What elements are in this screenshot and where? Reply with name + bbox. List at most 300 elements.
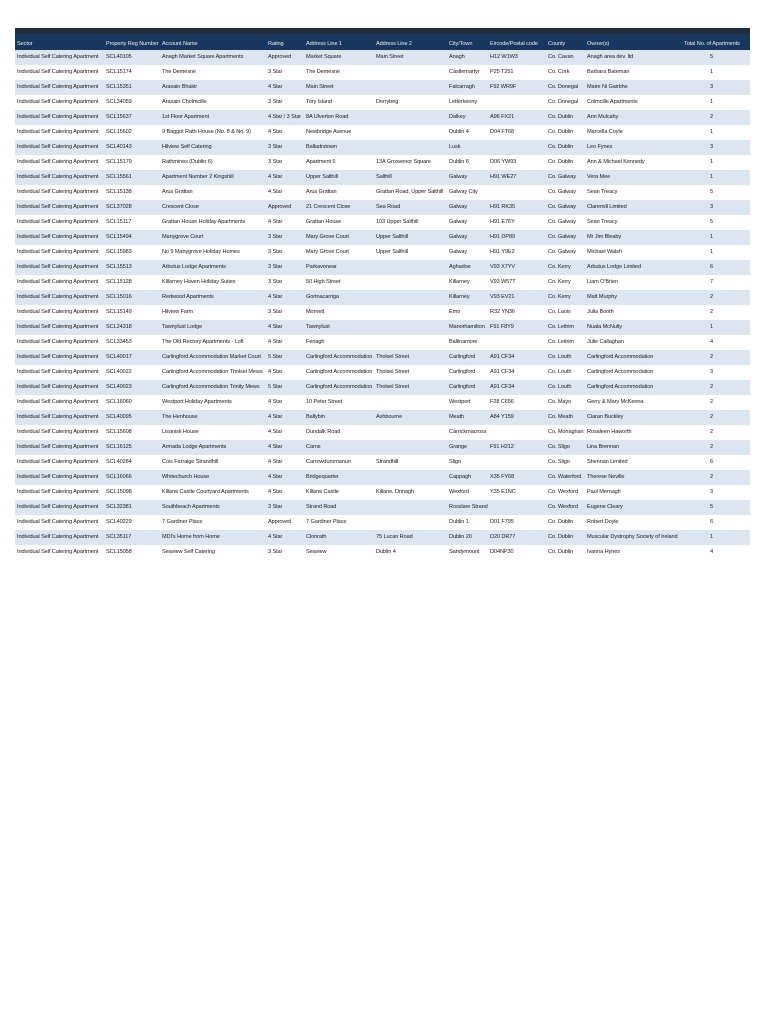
cell-sector: Individual Self Catering Apartment xyxy=(17,399,99,405)
cell-county: Co. Mayo xyxy=(548,399,572,405)
cell-rating: 4 Star xyxy=(268,414,283,420)
cell-address-line-1: Carns xyxy=(306,444,321,450)
cell-rating: 4 Star xyxy=(268,174,283,180)
table-row xyxy=(15,395,750,410)
cell-owners: Sean Treacy xyxy=(587,219,618,225)
table-row xyxy=(15,155,750,170)
cell-property-reg-number: SCL16125 xyxy=(106,444,132,450)
cell-address-line-2 xyxy=(374,65,447,80)
table-row xyxy=(15,365,750,380)
column-header-total-apartments: Total No. of Apartments xyxy=(684,41,740,47)
cell-eircode: P25 T251 xyxy=(490,69,514,75)
cell-address-line-1: Main Street xyxy=(306,84,334,90)
cell-total-apartments: 1 xyxy=(709,534,713,540)
cell-city-town: Dalkey xyxy=(449,114,466,120)
column-header-account-name: Account Name xyxy=(162,41,198,47)
cell-account-name: Arasain Cholmcille xyxy=(162,99,207,105)
table-row xyxy=(15,125,750,140)
cell-city-town: Galway xyxy=(449,174,468,180)
cell-total-apartments: 1 xyxy=(709,324,713,330)
cell-address-line-1: Dundalk Road xyxy=(306,429,341,435)
cell-owners: Claremill Limited xyxy=(587,204,627,210)
table-row xyxy=(15,470,750,485)
cell-account-name: Carlingford Accommodation Market Court xyxy=(162,354,261,360)
cell-sector: Individual Self Catering Apartment xyxy=(17,204,99,210)
cell-address-line-1: The Demesne xyxy=(306,69,341,75)
cell-county: Co. Galway xyxy=(548,219,576,225)
cell-owners: Therese Neville xyxy=(587,474,625,480)
cell-address-line-1: Mary Grove Court xyxy=(306,249,349,255)
cell-sector: Individual Self Catering Apartment xyxy=(17,174,99,180)
cell-city-town: Emo xyxy=(449,309,461,315)
cell-total-apartments: 1 xyxy=(709,159,713,165)
cell-address-line-1: Mornett xyxy=(306,309,325,315)
cell-owners: Ann Mulcahy xyxy=(587,114,619,120)
cell-account-name: Crescent Close xyxy=(162,204,199,210)
cell-city-town: Carlingford xyxy=(449,369,476,375)
cell-address-line-1: 7 Gardiner Place xyxy=(306,519,347,525)
table-row xyxy=(15,260,750,275)
table-row xyxy=(15,290,750,305)
cell-eircode: F91 H212 xyxy=(490,444,514,450)
cell-property-reg-number: SCL32381 xyxy=(106,504,132,510)
cell-address-line-2: Sea Road xyxy=(376,204,401,210)
cell-city-town: Galway xyxy=(449,219,468,225)
cell-eircode xyxy=(488,95,546,110)
cell-eircode: D20 DR77 xyxy=(490,534,516,540)
cell-account-name: No 9 Manygrove Holiday Homes xyxy=(162,249,240,255)
cell-city-town: Meath xyxy=(449,414,465,420)
cell-address-line-2: Upper Salthill xyxy=(376,234,408,240)
cell-sector: Individual Self Catering Apartment xyxy=(17,159,99,165)
table-row xyxy=(15,200,750,215)
cell-address-line-2 xyxy=(374,470,447,485)
cell-property-reg-number: SCL40095 xyxy=(106,414,132,420)
cell-owners: Marcella Coyle xyxy=(587,129,623,135)
cell-city-town: Dublin 4 xyxy=(449,129,469,135)
table-row xyxy=(15,440,750,455)
cell-address-line-2: 13A Grosvenor Square xyxy=(376,159,431,165)
cell-owners: Matt Murphy xyxy=(587,294,617,300)
cell-property-reg-number: SCL15138 xyxy=(106,189,132,195)
cell-eircode: A91 CF34 xyxy=(490,354,515,360)
cell-county: Co. Galway xyxy=(548,189,576,195)
cell-address-line-2 xyxy=(374,500,447,515)
cell-property-reg-number: SCL33453 xyxy=(106,339,132,345)
cell-county: Co. Leitrim xyxy=(548,339,574,345)
cell-total-apartments: 6 xyxy=(709,459,713,465)
cell-rating: 4 Star xyxy=(268,129,283,135)
column-header-property-reg-number: Property Reg Number xyxy=(106,41,159,47)
cell-account-name: The Old Rectory Apartments - Loft xyxy=(162,339,244,345)
cell-owners: Carlingford Accommodation xyxy=(587,384,654,390)
cell-total-apartments: 2 xyxy=(709,429,713,435)
cell-county: Co. Sligo xyxy=(548,444,570,450)
cell-sector: Individual Self Catering Apartment xyxy=(17,429,99,435)
table-row xyxy=(15,425,750,440)
cell-sector: Individual Self Catering Apartment xyxy=(17,369,99,375)
cell-sector: Individual Self Catering Apartment xyxy=(17,384,99,390)
cell-city-town: Galway xyxy=(449,249,468,255)
column-header-address-line-1: Address Line 1 xyxy=(306,41,342,47)
table-row xyxy=(15,110,750,125)
cell-owners: Gerry & Mary McKenna xyxy=(587,399,644,405)
cell-address-line-1: 50 High Street xyxy=(306,279,341,285)
cell-address-line-1: Grattan House xyxy=(306,219,342,225)
cell-total-apartments: 4 xyxy=(709,339,713,345)
cell-account-name: Rathmines (Dublin 6) xyxy=(162,159,213,165)
cell-sector: Individual Self Catering Apartment xyxy=(17,219,99,225)
cell-eircode: H91 E76Y xyxy=(490,219,515,225)
cell-eircode: H12 W1W3 xyxy=(490,54,518,60)
cell-owners: Muscular Dystrophy Society of Ireland xyxy=(587,534,678,540)
cell-eircode: H91 DP89 xyxy=(490,234,516,240)
cell-address-line-1: 10 Peter Street xyxy=(306,399,343,405)
cell-address-line-2: Salthill xyxy=(376,174,392,180)
cell-address-line-2 xyxy=(374,290,447,305)
cell-address-line-1: Mary Grove Court xyxy=(306,234,349,240)
cell-owners: Eugene Cleary xyxy=(587,504,623,510)
cell-county: Co. Kerry xyxy=(548,294,571,300)
cell-account-name: Killarney Haven Holiday Suites xyxy=(162,279,236,285)
cell-address-line-1: Strand Road xyxy=(306,504,337,510)
cell-sector: Individual Self Catering Apartment xyxy=(17,444,99,450)
cell-city-town: Aghadoe xyxy=(449,264,471,270)
cell-total-apartments: 1 xyxy=(709,234,713,240)
cell-sector: Individual Self Catering Apartment xyxy=(17,309,99,315)
cell-eircode: H91 WE27 xyxy=(490,174,517,180)
cell-account-name: The Henhouse xyxy=(162,414,198,420)
cell-eircode: X35 FY68 xyxy=(490,474,515,480)
cell-owners: Mr Jim Bleaby xyxy=(587,234,622,240)
cell-owners: Liam O'Brien xyxy=(587,279,618,285)
cell-address-line-2 xyxy=(374,395,447,410)
cell-address-line-2 xyxy=(374,425,447,440)
cell-address-line-1: 21 Crescent Close xyxy=(306,204,351,210)
cell-eircode xyxy=(488,185,546,200)
cell-address-line-2 xyxy=(374,320,447,335)
cell-address-line-1: Tawnylust xyxy=(306,324,330,330)
cell-sector: Individual Self Catering Apartment xyxy=(17,189,99,195)
cell-address-line-1: Carlingford Accommodation xyxy=(306,384,373,390)
cell-total-apartments: 2 xyxy=(709,444,713,450)
cell-total-apartments: 5 xyxy=(709,189,713,195)
cell-total-apartments: 5 xyxy=(709,504,713,510)
cell-account-name: Apartment Number 2 Kingshill xyxy=(162,174,234,180)
cell-county: Co. Dublin xyxy=(548,519,574,525)
cell-address-line-1: Arus Grattan xyxy=(306,189,337,195)
cell-total-apartments: 2 xyxy=(709,399,713,405)
cell-property-reg-number: SCL15561 xyxy=(106,174,132,180)
cell-sector: Individual Self Catering Apartment xyxy=(17,519,99,525)
cell-address-line-2 xyxy=(374,515,447,530)
cell-account-name: MDI's Home from Home xyxy=(162,534,220,540)
table-row xyxy=(15,335,750,350)
cell-total-apartments: 2 xyxy=(709,414,713,420)
cell-property-reg-number: SCL15016 xyxy=(106,294,132,300)
cell-total-apartments: 1 xyxy=(709,129,713,135)
cell-city-town: Wexford xyxy=(449,489,470,495)
cell-eircode: F91 F8Y9 xyxy=(490,324,514,330)
cell-owners: Robert Doyle xyxy=(587,519,619,525)
cell-total-apartments: 4 xyxy=(709,549,713,555)
cell-account-name: Arus Grattan xyxy=(162,189,193,195)
cell-address-line-1: Clonrath xyxy=(306,534,327,540)
cell-address-line-1: Bridgequarter xyxy=(306,474,339,480)
apartments-table xyxy=(15,34,750,560)
cell-city-town: Galway xyxy=(449,204,468,210)
cell-account-name: Tawnylust Lodge xyxy=(162,324,203,330)
cell-county: Co. Dublin xyxy=(548,129,574,135)
cell-address-line-2: Ashbourne xyxy=(376,414,403,420)
cell-rating: 4 Star xyxy=(268,489,283,495)
cell-county: Co. Kerry xyxy=(548,279,571,285)
cell-owners: Rosaleen Haworth xyxy=(587,429,632,435)
cell-owners: Maire Ni Gairbhe xyxy=(587,84,628,90)
cell-address-line-2 xyxy=(374,260,447,275)
cell-sector: Individual Self Catering Apartment xyxy=(17,339,99,345)
cell-county: Co. Louth xyxy=(548,369,572,375)
cell-total-apartments: 2 xyxy=(709,114,713,120)
cell-property-reg-number: SCL15098 xyxy=(106,489,132,495)
cell-address-line-1: Tory Island xyxy=(306,99,332,105)
cell-address-line-2: Killane, Drinagh xyxy=(376,489,414,495)
cell-eircode: A84 Y159 xyxy=(490,414,514,420)
cell-account-name: Cois Farraige Strandhill xyxy=(162,459,219,465)
cell-address-line-2 xyxy=(374,440,447,455)
cell-address-line-2 xyxy=(374,335,447,350)
cell-property-reg-number: SCL37028 xyxy=(106,204,132,210)
cell-property-reg-number: SCL15351 xyxy=(106,84,132,90)
cell-owners: Ivanna Hynes xyxy=(587,549,621,555)
cell-address-line-1: Seaview xyxy=(306,549,327,555)
cell-county: Co. Galway xyxy=(548,249,576,255)
cell-property-reg-number: SCL15602 xyxy=(106,129,132,135)
cell-account-name: Arbutus Lodge Apartments xyxy=(162,264,226,270)
cell-address-line-1: Apartment 5 xyxy=(306,159,336,165)
cell-address-line-2: Tholsel Street xyxy=(376,354,410,360)
cell-sector: Individual Self Catering Apartment xyxy=(17,279,99,285)
cell-owners: Lina Brennan xyxy=(587,444,620,450)
cell-county: Co. Wexford xyxy=(548,504,578,510)
cell-city-town: Castlemartyr xyxy=(449,69,480,75)
cell-county: Co. Leitrim xyxy=(548,324,574,330)
cell-rating: 3 Star xyxy=(268,309,283,315)
cell-property-reg-number: SCL40023 xyxy=(106,384,132,390)
cell-eircode: A91 CF34 xyxy=(490,369,515,375)
cell-county: Co. Galway xyxy=(548,174,576,180)
table-row xyxy=(15,545,750,560)
cell-total-apartments: 2 xyxy=(709,294,713,300)
cell-rating: 3 Star xyxy=(268,264,283,270)
cell-address-line-2: 103 Upper Salthill xyxy=(376,219,419,225)
cell-county: Co. Dublin xyxy=(548,114,574,120)
cell-account-name: 1st Floor Apartment xyxy=(162,114,209,120)
cell-rating: 5 Star xyxy=(268,354,283,360)
cell-county: Co. Donegal xyxy=(548,99,578,105)
cell-owners: Anagh area dev. ltd xyxy=(587,54,634,60)
cell-owners: Carlingford Accommodation xyxy=(587,369,654,375)
table-row xyxy=(15,185,750,200)
cell-owners: Sean Treacy xyxy=(587,189,618,195)
cell-sector: Individual Self Catering Apartment xyxy=(17,234,99,240)
cell-sector: Individual Self Catering Apartment xyxy=(17,99,99,105)
cell-city-town: Manorhamilton xyxy=(449,324,485,330)
cell-rating: 5 Star xyxy=(268,384,283,390)
table-row xyxy=(15,215,750,230)
cell-city-town: Dublin 1 xyxy=(449,519,469,525)
cell-property-reg-number: SCL40105 xyxy=(106,54,132,60)
cell-address-line-2: 75 Lucan Road xyxy=(376,534,413,540)
cell-city-town: Lusk xyxy=(449,144,461,150)
cell-owners: Nuala McNulty xyxy=(587,324,623,330)
cell-property-reg-number: SCL40143 xyxy=(106,144,132,150)
cell-rating: Approved xyxy=(268,54,292,60)
cell-owners: Shennan Limited xyxy=(587,459,628,465)
cell-total-apartments: 1 xyxy=(709,174,713,180)
cell-county: Co. Galway xyxy=(548,204,576,210)
cell-rating: 4 Star xyxy=(268,339,283,345)
cell-county: Co. Louth xyxy=(548,354,572,360)
cell-account-name: The Demesne xyxy=(162,69,197,75)
cell-property-reg-number: SCL15494 xyxy=(106,234,132,240)
cell-account-name: Whitechurch House xyxy=(162,474,210,480)
cell-address-line-2 xyxy=(374,275,447,290)
cell-eircode xyxy=(488,455,546,470)
cell-address-line-2 xyxy=(374,305,447,320)
cell-owners: Julie Callaghan xyxy=(587,339,624,345)
cell-county: Co. Dublin xyxy=(548,159,574,165)
column-header-sector: Sector xyxy=(17,41,33,47)
cell-property-reg-number: SCL15128 xyxy=(106,279,132,285)
cell-county: Co. Wexford xyxy=(548,489,578,495)
cell-city-town: Dublin 20 xyxy=(449,534,472,540)
cell-county: Co. Louth xyxy=(548,384,572,390)
cell-county: Co. Cavan xyxy=(548,54,574,60)
cell-address-line-1: Gortnacarriga xyxy=(306,294,339,300)
table-row xyxy=(15,140,750,155)
cell-rating: 4 Star xyxy=(268,399,283,405)
cell-rating: 3 Star xyxy=(268,234,283,240)
cell-owners: Arbutus Lodge Limited xyxy=(587,264,641,270)
cell-address-line-2 xyxy=(374,80,447,95)
cell-address-line-2 xyxy=(374,110,447,125)
cell-rating: 4 Star xyxy=(268,84,283,90)
cell-property-reg-number: SCL15058 xyxy=(106,549,132,555)
cell-owners: Barbara Bateman xyxy=(587,69,630,75)
cell-rating: Approved xyxy=(268,204,292,210)
cell-eircode: R32 YN36 xyxy=(490,309,515,315)
table-row xyxy=(15,170,750,185)
cell-city-town: Westport xyxy=(449,399,471,405)
cell-owners: Ciaran Buckley xyxy=(587,414,624,420)
table-row xyxy=(15,485,750,500)
cell-county: Co. Sligo xyxy=(548,459,570,465)
cell-city-town: Carlingford xyxy=(449,384,476,390)
cell-account-name: Carlingford Accommodation Tholsel Mews xyxy=(162,369,263,375)
cell-address-line-2: Grattan Road, Upper Salthill xyxy=(376,189,444,195)
cell-rating: 4 Star / 3 Star xyxy=(268,114,302,120)
cell-total-apartments: 3 xyxy=(709,369,713,375)
cell-sector: Individual Self Catering Apartment xyxy=(17,324,99,330)
table-row xyxy=(15,65,750,80)
column-header-city-town: City/Town xyxy=(449,41,473,47)
cell-sector: Individual Self Catering Apartment xyxy=(17,534,99,540)
cell-eircode: Y35 E1NC xyxy=(490,489,516,495)
cell-eircode xyxy=(488,425,546,440)
cell-owners: Paul Mernagh xyxy=(587,489,621,495)
cell-property-reg-number: SCL24318 xyxy=(106,324,132,330)
cell-eircode: A91 CF34 xyxy=(490,384,515,390)
cell-address-line-2: Dublin 4 xyxy=(376,549,396,555)
cell-property-reg-number: SCL15149 xyxy=(106,309,132,315)
cell-city-town: Anagh xyxy=(449,54,465,60)
cell-account-name: 7 Gardiner Place xyxy=(162,519,203,525)
cell-total-apartments: 3 xyxy=(709,84,713,90)
cell-total-apartments: 6 xyxy=(709,264,713,270)
cell-eircode xyxy=(488,500,546,515)
cell-county: Co. Dublin xyxy=(548,549,574,555)
cell-rating: 4 Star xyxy=(268,189,283,195)
cell-total-apartments: 5 xyxy=(709,54,713,60)
cell-sector: Individual Self Catering Apartment xyxy=(17,474,99,480)
cell-city-town: Dublin 6 xyxy=(449,159,469,165)
cell-rating: 3 Star xyxy=(268,249,283,255)
cell-total-apartments: 2 xyxy=(709,309,713,315)
cell-address-line-2: Tholsel Street xyxy=(376,369,410,375)
cell-rating: 3 Star xyxy=(268,99,283,105)
cell-rating: 4 Star xyxy=(268,459,283,465)
cell-address-line-1: Newbridge Avenue xyxy=(306,129,352,135)
cell-address-line-1: Carlingford Accommodation xyxy=(306,369,373,375)
column-header-address-line-2: Address Line 2 xyxy=(376,41,412,47)
cell-county: Co. Laois xyxy=(548,309,571,315)
cell-county: Co. Kerry xyxy=(548,264,571,270)
cell-city-town: Letterkenny xyxy=(449,99,478,105)
cell-sector: Individual Self Catering Apartment xyxy=(17,549,99,555)
cell-account-name: Redwood Apartments xyxy=(162,294,214,300)
cell-rating: 4 Star xyxy=(268,219,283,225)
cell-sector: Individual Self Catering Apartment xyxy=(17,84,99,90)
cell-address-line-1: Balladrstown xyxy=(306,144,337,150)
cell-property-reg-number: SCL15983 xyxy=(106,249,132,255)
cell-sector: Individual Self Catering Apartment xyxy=(17,54,99,60)
cell-city-town: Ballinamore xyxy=(449,339,478,345)
cell-eircode: F28 C656 xyxy=(490,399,514,405)
cell-address-line-1: Carlingford Accommodation xyxy=(306,354,373,360)
cell-address-line-2: Tholsel Street xyxy=(376,384,410,390)
table-header-row xyxy=(15,34,750,50)
cell-property-reg-number: SCL16060 xyxy=(106,399,132,405)
cell-rating: 4 Star xyxy=(268,429,283,435)
cell-city-town: Sandymount xyxy=(449,549,480,555)
cell-eircode: D04NP30 xyxy=(490,549,514,555)
cell-eircode: D06 YW93 xyxy=(490,159,517,165)
cell-total-apartments: 1 xyxy=(709,249,713,255)
table-row xyxy=(15,95,750,110)
cell-total-apartments: 1 xyxy=(709,69,713,75)
cell-eircode: A96 FX21 xyxy=(490,114,515,120)
cell-eircode: V93 EV21 xyxy=(490,294,515,300)
cell-account-name: Carlingford Accommodation Trinity Mews xyxy=(162,384,260,390)
cell-county: Co. Meath xyxy=(548,414,573,420)
cell-address-line-2: Upper Salthill xyxy=(376,249,408,255)
cell-address-line-2: Strandhill xyxy=(376,459,399,465)
cell-address-line-2 xyxy=(374,140,447,155)
cell-city-town: Falcarragh xyxy=(449,84,475,90)
cell-property-reg-number: SCL15179 xyxy=(106,159,132,165)
cell-owners: Julia Booth xyxy=(587,309,614,315)
